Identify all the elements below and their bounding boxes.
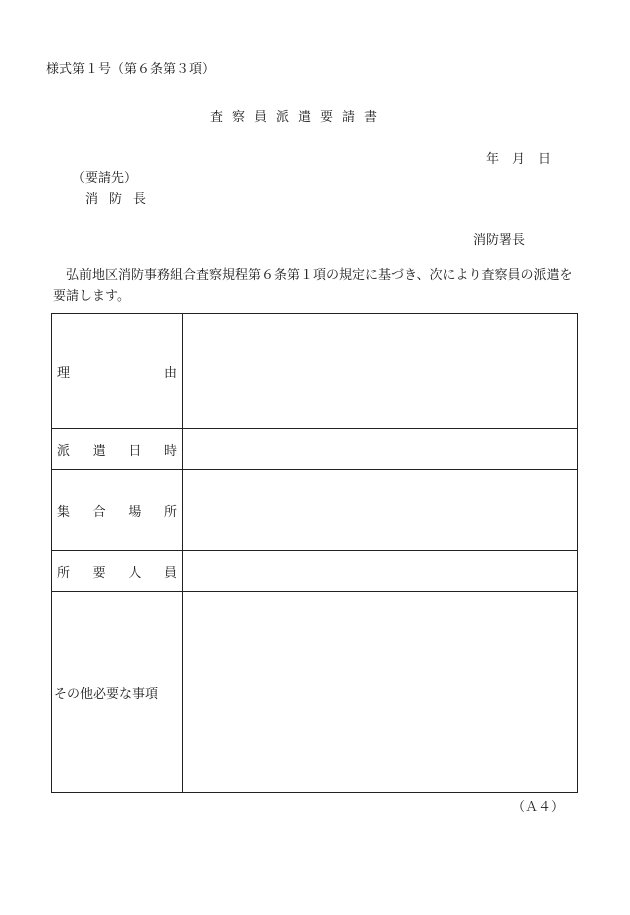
recipient-name: 消防長 — [85, 192, 158, 207]
row-label-required-personnel: 所要人員 — [52, 551, 183, 592]
request-form-table — [51, 313, 578, 793]
reason-field[interactable] — [183, 314, 578, 429]
table-row — [52, 592, 578, 793]
table-row — [52, 551, 578, 592]
dispatch-datetime-field[interactable] — [183, 429, 578, 470]
document-title: 査察員派遣要請書 — [210, 110, 387, 125]
required-personnel-field[interactable] — [183, 551, 578, 592]
table-row — [52, 314, 578, 429]
row-label-reason: 理 由 — [52, 314, 183, 429]
meeting-place-field[interactable] — [183, 470, 578, 551]
paper-size-note: （Ａ４） — [511, 800, 564, 815]
table-row — [52, 429, 578, 470]
recipient-label: （要請先） — [72, 171, 138, 186]
request-body-text: 弘前地区消防事務組合査察規程第６条第１項の規定に基づき、次により査察員の派遣を要請します。 — [53, 268, 573, 304]
other-matters-field[interactable] — [183, 592, 578, 793]
row-label-dispatch-datetime: 派遣日時 — [52, 429, 183, 470]
row-label-other-matters: その他必要な事項 — [52, 592, 183, 793]
form-number: 様式第１号（第６条第３項） — [46, 62, 216, 77]
table-row — [52, 470, 578, 551]
row-label-meeting-place: 集合場所 — [52, 470, 183, 551]
date-line: 年 月 日 — [486, 152, 552, 167]
sender-title: 消防署長 — [473, 233, 526, 248]
